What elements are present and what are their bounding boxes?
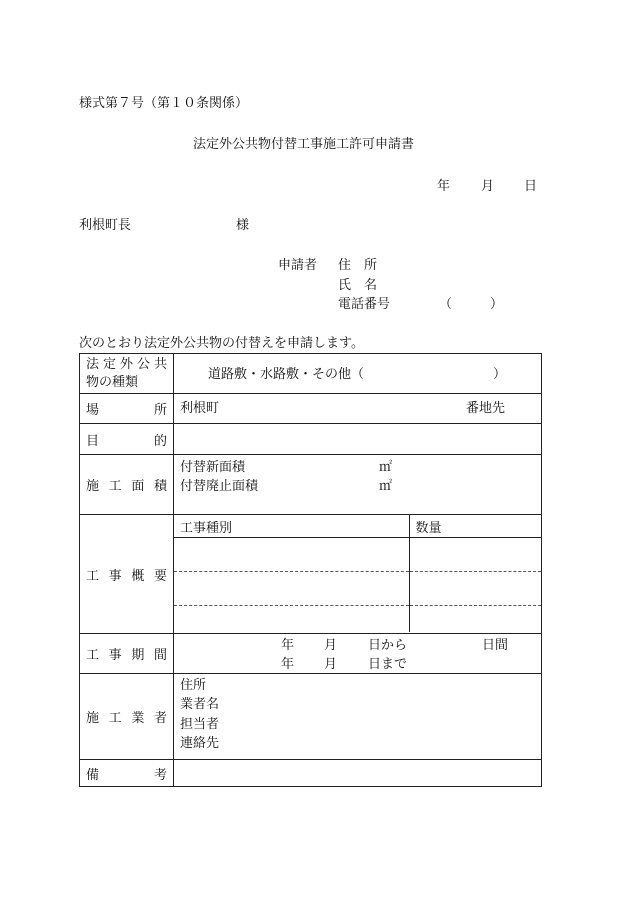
date-day: 日	[524, 179, 538, 194]
contractor-label-cell: 施 工 業 者	[80, 674, 174, 760]
period-to-month: 月	[324, 657, 338, 672]
applicant-address-label: 住 所	[338, 258, 378, 273]
row-type	[80, 354, 542, 394]
type-label-cell	[80, 354, 174, 394]
overview-row-1-type[interactable]	[174, 538, 409, 572]
applicant-label: 申請者	[278, 258, 318, 273]
date-month: 月	[481, 179, 495, 194]
overview-row-3-qty[interactable]	[409, 606, 541, 633]
intro-text: 次のとおり法定外公共物の付替えを申請します。	[79, 336, 364, 351]
row-contractor	[80, 674, 542, 760]
remarks-label-cell: 備 考	[80, 760, 174, 787]
period-label-cell: 工 事 期 間	[80, 634, 174, 674]
overview-row-3[interactable]	[174, 606, 541, 633]
row-area	[80, 455, 542, 515]
area-new-unit: ㎡	[379, 460, 393, 475]
type-label-line2: 物の種類	[86, 374, 139, 390]
overview-inner-table	[174, 515, 541, 632]
overview-value-cell	[174, 515, 542, 634]
type-value-cell[interactable]	[174, 354, 542, 394]
period-to-year: 年	[281, 657, 295, 672]
overview-row-2[interactable]	[174, 572, 541, 606]
overview-label-cell: 工 事 概 要	[80, 515, 174, 634]
overview-row-1[interactable]	[174, 538, 541, 572]
row-purpose	[80, 424, 542, 455]
period-to-day: 日まで	[368, 657, 408, 672]
row-period	[80, 634, 542, 674]
overview-col-work-type: 工事種別	[174, 515, 409, 538]
area-label-cell: 施 工 面 積	[80, 455, 174, 515]
form-number: 様式第７号（第１０条関係）	[79, 96, 249, 111]
period-from-day: 日から	[368, 638, 408, 653]
area-value-cell[interactable]	[174, 455, 542, 515]
location-prefix: 利根町	[180, 401, 220, 416]
purpose-value-cell[interactable]	[174, 424, 542, 455]
period-value-cell[interactable]	[174, 634, 542, 674]
overview-col-quantity: 数量	[409, 515, 541, 538]
phone-paren-close: ）	[490, 297, 504, 312]
contractor-value-cell[interactable]	[174, 674, 542, 760]
applicant-phone-label: 電話番号	[338, 297, 391, 312]
remarks-value-cell[interactable]	[174, 760, 542, 787]
row-overview	[80, 515, 542, 634]
overview-row-3-type[interactable]	[174, 606, 409, 633]
type-options: 道路敷・水路敷・その他（	[208, 367, 365, 382]
contractor-address-label: 住所	[180, 678, 207, 693]
overview-row-2-qty[interactable]	[409, 572, 541, 606]
overview-row-1-qty[interactable]	[409, 538, 541, 572]
area-abolish-label: 付替廃止面積	[180, 479, 259, 494]
area-new-label: 付替新面積	[180, 460, 246, 475]
applicant-name-label: 氏 名	[338, 278, 378, 293]
addressee-name: 利根町長	[79, 218, 132, 233]
row-remarks	[80, 760, 542, 787]
contractor-company-label: 業者名	[180, 697, 220, 712]
location-value-cell[interactable]	[174, 394, 542, 424]
type-label-line1: 法 定 外 公 共	[86, 356, 167, 372]
application-form-table	[79, 353, 542, 787]
period-days: 日間	[482, 638, 509, 653]
period-from-month: 月	[324, 638, 338, 653]
row-location	[80, 394, 542, 424]
location-label-cell: 場 所	[80, 394, 174, 424]
date-year: 年	[437, 179, 451, 194]
overview-row-2-type[interactable]	[174, 572, 409, 606]
document-title: 法定外公共物付替工事施工許可申請書	[193, 137, 415, 152]
contractor-person-label: 担当者	[180, 717, 220, 732]
location-suffix: 番地先	[466, 401, 506, 416]
addressee-honorific: 様	[236, 218, 250, 233]
phone-paren-open: （	[439, 297, 453, 312]
overview-header-row	[174, 515, 541, 538]
period-from-year: 年	[281, 638, 295, 653]
contractor-contact-label: 連絡先	[180, 736, 220, 751]
area-abolish-unit: ㎡	[379, 479, 393, 494]
type-close-paren: ）	[493, 367, 507, 382]
purpose-label-cell: 目 的	[80, 424, 174, 455]
